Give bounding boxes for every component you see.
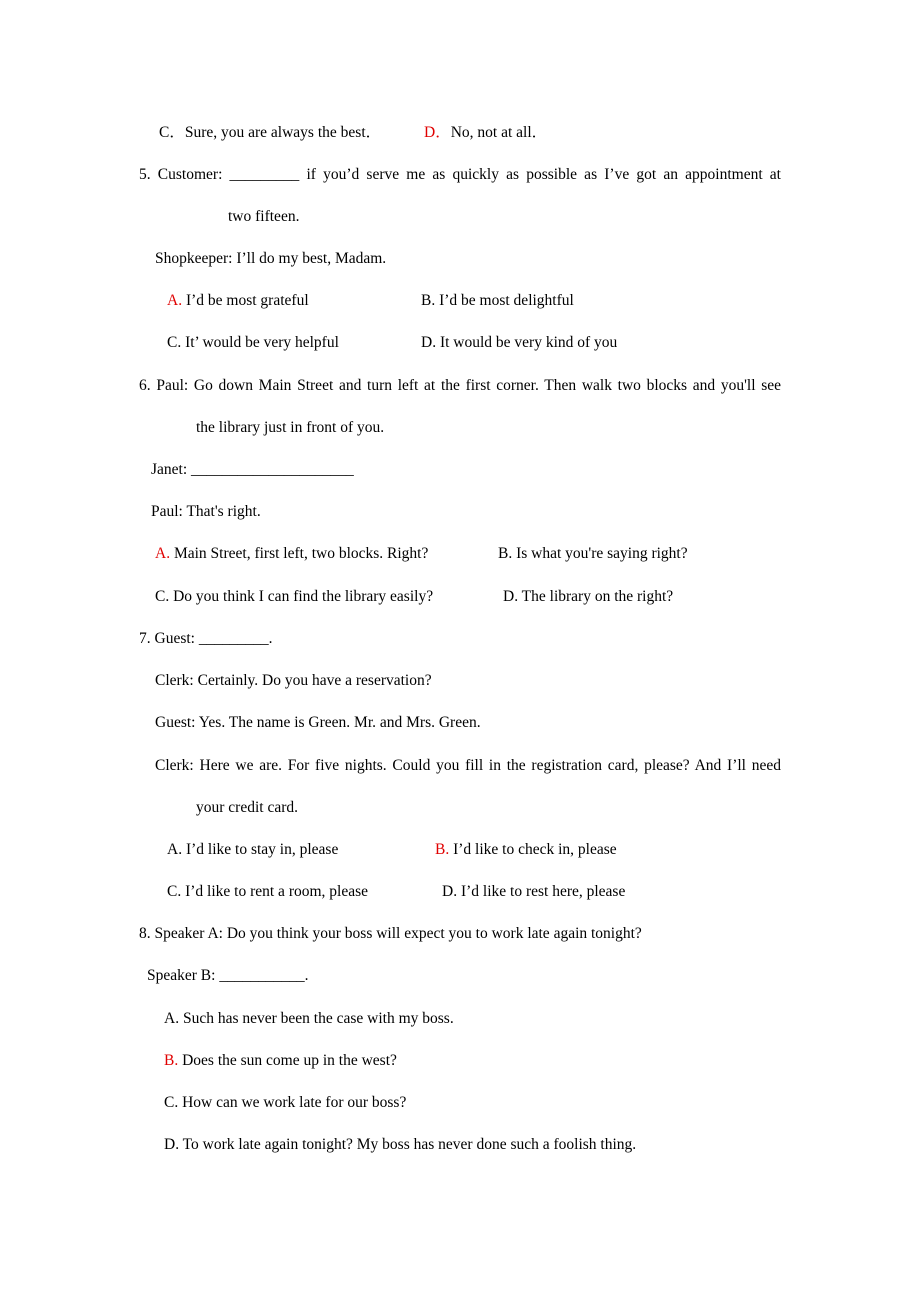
q7-clerk-1: Clerk: Certainly. Do you have a reservation?	[155, 672, 432, 689]
answer-letter: B.	[164, 1052, 179, 1069]
q5-line-1: 5. Customer: _________ if you’d serve me as quickly as possible as I’ve got an appointment at	[139, 166, 781, 183]
q4-option-d	[424, 123, 547, 143]
option-text: Sure, you are always the best．	[184, 124, 382, 141]
q5-option-a	[167, 291, 309, 311]
q8-option-c: C. How can we work late for our boss?	[164, 1094, 407, 1111]
q6-paul: Paul: That's right.	[151, 503, 261, 520]
answer-letter: D．	[424, 124, 451, 141]
q5-option-d: D. It would be very kind of you	[421, 334, 618, 351]
q4-option-c	[159, 123, 381, 143]
q7-option-c: C. I’d like to rent a room, please	[167, 883, 369, 900]
q6-line-2: the library just in front of you.	[196, 419, 385, 436]
q6-option-b: B. Is what you're saying right?	[498, 545, 688, 562]
q7-clerk-2-line-2: your credit card.	[196, 799, 298, 816]
q8-option-d: D. To work late again tonight? My boss has never done such a foolish thing.	[164, 1136, 637, 1153]
q7-clerk-2-line-1: Clerk: Here we are. For five nights. Could you fill in the registration card, please? And I’ll need	[155, 757, 781, 774]
q6-janet: Janet: _____________________	[151, 461, 354, 478]
q7-option-d: D. I’d like to rest here, please	[442, 883, 626, 900]
option-text: I’d be most grateful	[182, 292, 309, 309]
answer-letter: A.	[167, 292, 183, 309]
option-text: Main Street, first left, two blocks. Right?	[170, 545, 429, 562]
q5-reply: Shopkeeper: I’ll do my best, Madam.	[155, 250, 387, 267]
q8-speaker-a: 8. Speaker A: Do you think your boss will expect you to work late again tonight?	[139, 925, 642, 942]
q6-line-1: 6. Paul: Go down Main Street and turn left at the first corner. Then walk two blocks and you'll see	[139, 377, 781, 394]
q7-guest-2: Guest: Yes. The name is Green. Mr. and Mrs. Green.	[155, 714, 481, 731]
answer-letter: B.	[435, 841, 450, 858]
q8-speaker-b: Speaker B: ___________.	[147, 967, 309, 984]
answer-letter: A.	[155, 545, 171, 562]
q8-option-b	[164, 1051, 397, 1071]
q7-option-b	[435, 840, 617, 860]
q5-option-c: C. It’ would be very helpful	[167, 334, 339, 351]
option-letter: C．	[159, 124, 185, 141]
q5-line-2: two fifteen.	[228, 208, 300, 225]
q8-option-a: A. Such has never been the case with my boss.	[164, 1010, 454, 1027]
q7-option-a: A. I’d like to stay in, please	[167, 841, 339, 858]
option-text: Does the sun come up in the west?	[178, 1052, 397, 1069]
option-text: I’d like to check in, please	[449, 841, 617, 858]
option-text: No, not at all．	[450, 124, 548, 141]
q6-option-d: D. The library on the right?	[503, 588, 674, 605]
q6-option-a	[155, 544, 428, 564]
q6-option-c: C. Do you think I can find the library easily?	[155, 588, 434, 605]
q5-option-b: B. I’d be most delightful	[421, 292, 574, 309]
q7-guest-1: 7. Guest: _________.	[139, 630, 273, 647]
